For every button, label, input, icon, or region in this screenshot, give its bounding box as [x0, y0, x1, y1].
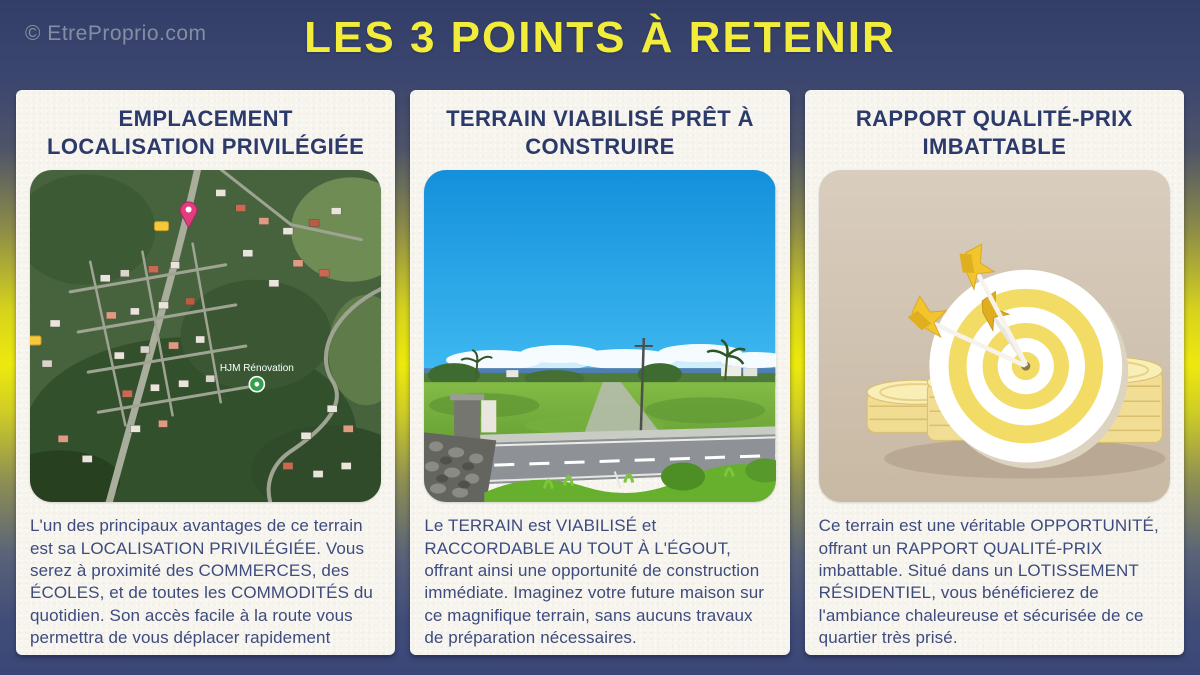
page-title: LES 3 POINTS À RETENIR — [304, 13, 896, 62]
terrain-photo-svg — [424, 170, 775, 502]
watermark: © EtreProprio.com — [25, 22, 207, 45]
card-rapport — [805, 90, 1184, 655]
sky — [424, 170, 775, 375]
target-illustration-svg — [819, 170, 1170, 502]
card-rapport-description: Ce terrain est une véritable OPPORTUNITÉ, offrant un RAPPORT QUALITÉ-PRIX imbattable. Situé dans un LOTISSEMENT RÉSIDENTIEL, vous bénéficierez de l'ambiance chaleureuse et sécurisée de ce quartier très prisé. — [818, 516, 1159, 647]
card-emplacement — [16, 90, 395, 655]
map-pin-label-halo: HJM Rénovation — [219, 363, 294, 375]
target-illustration-image — [819, 170, 1170, 502]
satellite-map-image — [30, 170, 381, 502]
card-rapport-title-line1: RAPPORT QUALITÉ-PRIX — [855, 106, 1133, 131]
card-emplacement-title-line2: LOCALISATION PRIVILÉGIÉE — [47, 133, 365, 159]
card-emplacement-title — [30, 105, 381, 160]
card-terrain-description: Le TERRAIN est VIABILISÉ et RACCORDABLE AU TOUT À L'ÉGOUT, offrant ainsi une opportunité de construction immédiate. Imaginez votre future maison sur ce magnifique terrain, sans aucuns travaux de préparation nécessaires. — [424, 516, 765, 647]
page-header — [0, 0, 1200, 90]
card-terrain — [410, 90, 789, 655]
card-emplacement-title-line1: EMPLACEMENT — [118, 106, 293, 131]
card-rapport-title-line2: IMBATTABLE — [922, 133, 1067, 159]
satellite-map-svg — [30, 170, 381, 502]
terrain-photo-image — [424, 170, 775, 502]
card-rapport-title — [819, 105, 1170, 160]
card-terrain-title-line1: TERRAIN VIABILISÉ PRÊT À — [446, 106, 754, 131]
card-terrain-title-line2: CONSTRUIRE — [525, 133, 675, 159]
cards-row — [16, 90, 1184, 655]
card-emplacement-description: L'un des principaux avantages de ce terrain est sa LOCALISATION PRIVILÉGIÉE. Vous serez à proximité des COMMERCES, des ÉCOLES, et de toutes les COMMODITÉS du quotidien. Son accès facile à la route vous permettra de vous déplacer rapidement — [30, 516, 373, 647]
card-terrain-title — [424, 105, 775, 160]
